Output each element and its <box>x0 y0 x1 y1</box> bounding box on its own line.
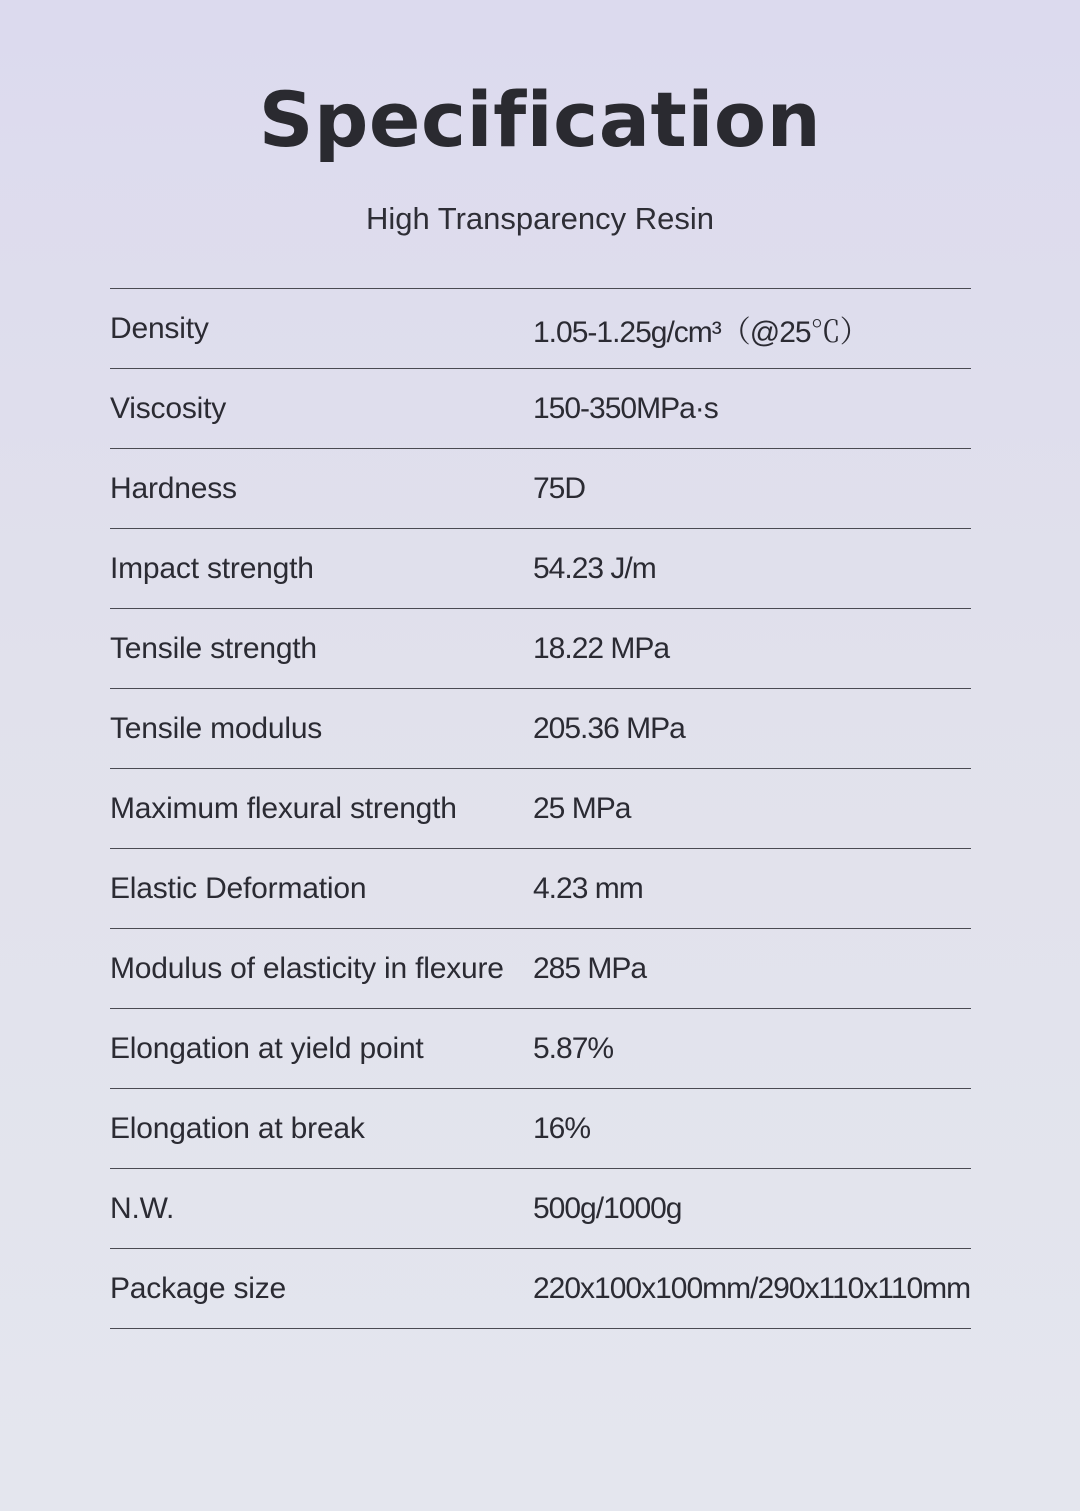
spec-label: Tensile strength <box>110 631 317 665</box>
spec-label: Viscosity <box>110 391 227 425</box>
spec-value: 5.87% <box>533 1031 614 1065</box>
spec-row-density <box>110 289 971 369</box>
spec-value: 150-350MPa·s <box>533 391 718 425</box>
page-title: Specification <box>258 75 822 164</box>
spec-row-hardness <box>110 449 971 529</box>
spec-value: 1.05-1.25g/cm³（@25℃） <box>533 315 869 349</box>
spec-value: 18.22 MPa <box>533 631 670 665</box>
spec-value: 500g/1000g <box>533 1191 682 1225</box>
spec-label: Modulus of elasticity in flexure <box>110 951 504 985</box>
spec-row-flexural-modulus <box>110 929 971 1009</box>
spec-label: Package size <box>110 1271 287 1305</box>
spec-value: 4.23 mm <box>533 871 643 905</box>
spec-row-tensile-strength <box>110 609 971 689</box>
spec-value: 220x100x100mm/290x110x110mm <box>533 1271 971 1305</box>
spec-row-elongation-yield <box>110 1009 971 1089</box>
spec-label: Hardness <box>110 471 237 505</box>
page-subtitle: High Transparency Resin <box>365 201 715 236</box>
spec-value: 54.23 J/m <box>533 551 656 585</box>
spec-table <box>110 288 971 1329</box>
spec-value: 16% <box>533 1111 591 1145</box>
spec-row-impact-strength <box>110 529 971 609</box>
spec-row-viscosity <box>110 369 971 449</box>
spec-row-max-flexural-strength <box>110 769 971 849</box>
spec-value: 25 MPa <box>533 791 631 825</box>
spec-label: Density <box>110 311 209 345</box>
spec-label: Elongation at yield point <box>110 1031 424 1065</box>
spec-value: 285 MPa <box>533 951 647 985</box>
spec-label: Maximum flexural strength <box>110 791 457 825</box>
spec-value: 75D <box>533 471 586 505</box>
spec-row-net-weight <box>110 1169 971 1249</box>
spec-label: N.W. <box>110 1191 175 1225</box>
spec-row-tensile-modulus <box>110 689 971 769</box>
spec-row-elastic-deformation <box>110 849 971 929</box>
spec-row-package-size <box>110 1249 971 1329</box>
spec-label: Elongation at break <box>110 1111 365 1145</box>
spec-label: Elastic Deformation <box>110 871 367 905</box>
spec-label: Tensile modulus <box>110 711 323 745</box>
spec-value: 205.36 MPa <box>533 711 685 745</box>
spec-label: Impact strength <box>110 551 314 585</box>
spec-row-elongation-break <box>110 1089 971 1169</box>
